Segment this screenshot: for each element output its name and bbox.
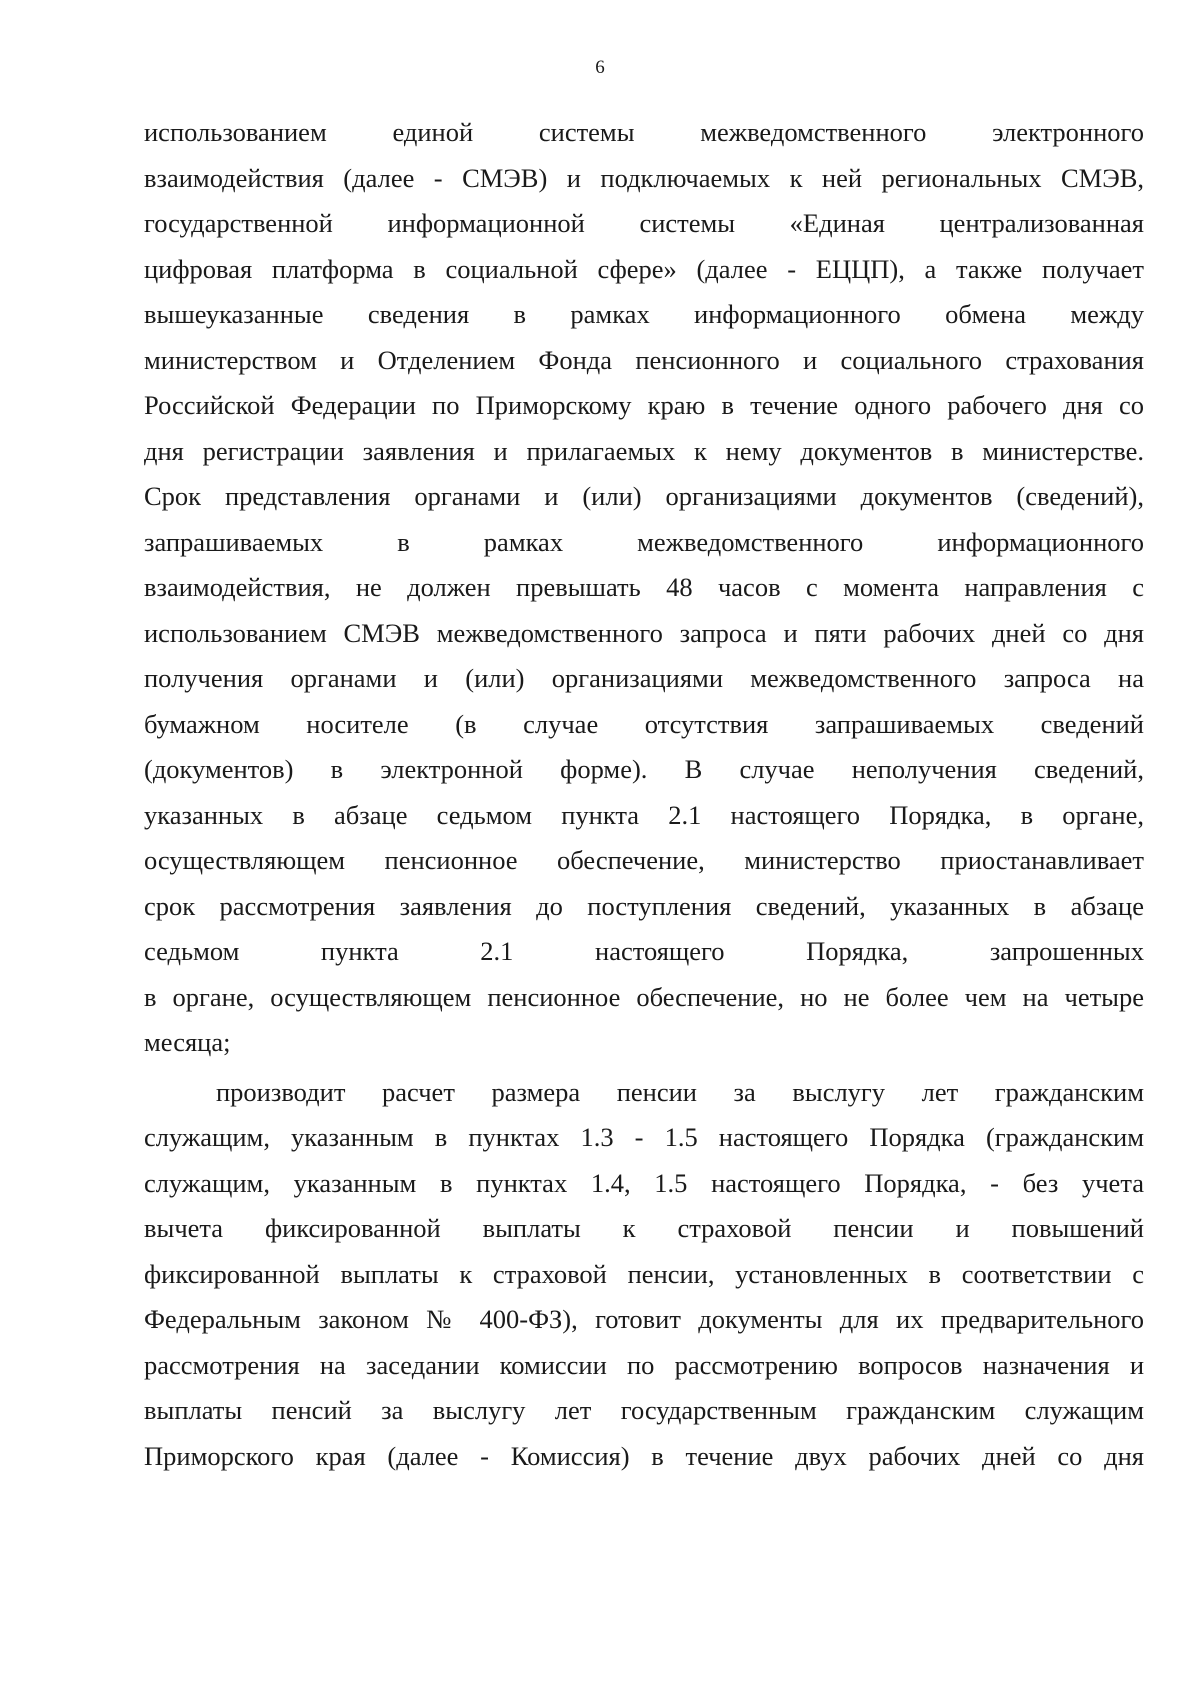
- text-line: Срок представления органами и (или) организациями документов (сведений),: [144, 481, 1144, 511]
- paragraph-2: [144, 1070, 1144, 1480]
- text-line: вышеуказанные сведения в рамках информационного обмена между: [144, 299, 1144, 329]
- text-line: служащим, указанным в пунктах 1.3 - 1.5 настоящего Порядка (гражданским: [144, 1122, 1144, 1152]
- text-line: запрашиваемых в рамках межведомственного информационного: [144, 526, 1144, 557]
- text-line: выплаты пенсий за выслугу лет государственным гражданским служащим: [144, 1395, 1144, 1425]
- text-line: фиксированной выплаты к страховой пенсии, установленных в соответствии с: [144, 1258, 1144, 1289]
- text-line: дня регистрации заявления и прилагаемых к нему документов в министерстве.: [144, 435, 1144, 466]
- text-line: в органе, осуществляющем пенсионное обеспечение, но не более чем на четыре: [144, 981, 1144, 1012]
- text-line: цифровая платформа в социальной сфере» (далее - ЕЦЦП), а также получает: [144, 253, 1144, 284]
- text-line: получения органами и (или) организациями межведомственного запроса на: [144, 663, 1144, 693]
- text-line: производит расчет размера пенсии за выслугу лет гражданским: [216, 1076, 1144, 1107]
- body-text: [144, 110, 1144, 1479]
- text-line: рассмотрения на заседании комиссии по рассмотрению вопросов назначения и: [144, 1349, 1144, 1380]
- text-line: месяца;: [144, 1027, 231, 1057]
- text-line: служащим, указанным в пунктах 1.4, 1.5 настоящего Порядка, - без учета: [144, 1167, 1144, 1198]
- text-line: указанных в абзаце седьмом пункта 2.1 настоящего Порядка, в органе,: [144, 799, 1144, 830]
- text-line: Приморского края (далее - Комиссия) в течение двух рабочих дней со дня: [144, 1440, 1144, 1471]
- text-line: (документов) в электронной форме). В случае неполучения сведений,: [144, 754, 1144, 784]
- text-line: Федеральным законом № 400-ФЗ), готовит документы для их предварительного: [144, 1304, 1144, 1334]
- text-line: использованием СМЭВ межведомственного запроса и пяти рабочих дней со дня: [144, 617, 1144, 648]
- text-line: осуществляющем пенсионное обеспечение, министерство приостанавливает: [144, 845, 1144, 875]
- text-line: взаимодействия (далее - СМЭВ) и подключаемых к ней региональных СМЭВ,: [144, 162, 1144, 193]
- paragraph-1: [144, 110, 1144, 1066]
- text-line: седьмом пункта 2.1 настоящего Порядка, запрошенных: [144, 936, 1144, 966]
- text-line: бумажном носителе (в случае отсутствия запрашиваемых сведений: [144, 708, 1144, 739]
- page-number: 6: [595, 57, 605, 78]
- text-line: министерством и Отделением Фонда пенсионного и социального страхования: [144, 344, 1144, 375]
- text-line: срок рассмотрения заявления до поступления сведений, указанных в абзаце: [144, 890, 1144, 921]
- text-line: взаимодействия, не должен превышать 48 часов с момента направления с: [144, 572, 1144, 602]
- text-line: вычета фиксированной выплаты к страховой пенсии и повышений: [144, 1213, 1144, 1243]
- text-line: использованием единой системы межведомственного электронного: [144, 117, 1144, 147]
- text-line: государственной информационной системы «Единая централизованная: [144, 208, 1144, 238]
- text-line: Российской Федерации по Приморскому краю в течение одного рабочего дня со: [144, 390, 1144, 420]
